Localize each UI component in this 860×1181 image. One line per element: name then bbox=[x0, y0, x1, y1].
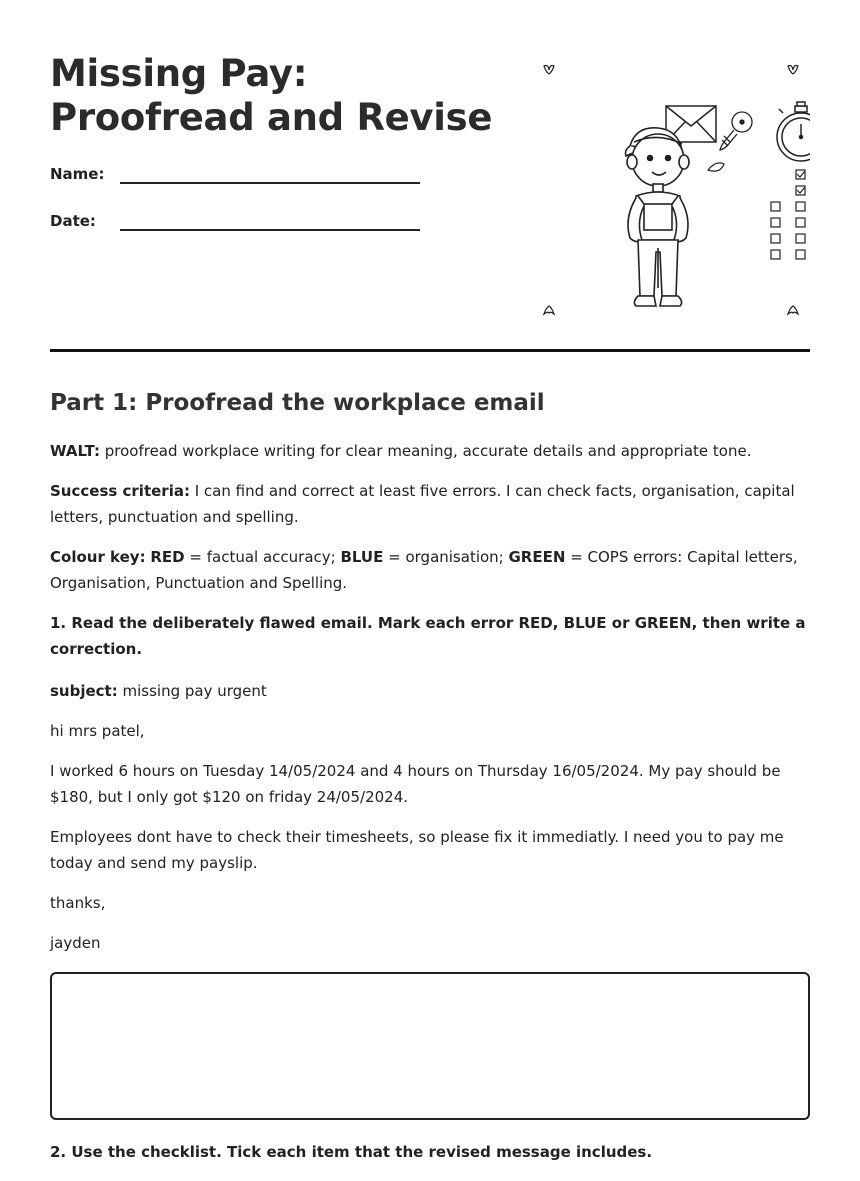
email-paragraph-1: I worked 6 hours on Tuesday 14/05/2024 and 4 hours on Thursday 16/05/2024. My pay should be $180, but I only got $120 on friday 24/05/2024. bbox=[50, 762, 781, 806]
success-criteria-paragraph bbox=[50, 478, 810, 530]
red-label: RED bbox=[150, 548, 185, 566]
blue-text: = organisation; bbox=[383, 548, 509, 566]
pen-icon bbox=[720, 112, 752, 150]
leaf-icon bbox=[708, 163, 724, 171]
success-criteria-text: I can find and correct at least five errors. I can check facts, organisation, capital letters, punctuation and spelling. bbox=[50, 482, 795, 526]
red-text: = factual accuracy; bbox=[184, 548, 341, 566]
email-paragraph-2: Employees dont have to check their timesheets, so please fix it immediatly. I need you to pay me today and send my payslip. bbox=[50, 828, 784, 872]
instruction-1: 1. Read the deliberately flawed email. Mark each error RED, BLUE or GREEN, then write a correction. bbox=[50, 614, 806, 658]
part1-section bbox=[50, 387, 810, 1181]
email-subject-text: missing pay urgent bbox=[117, 682, 267, 700]
header-divider bbox=[50, 349, 810, 352]
name-field[interactable] bbox=[50, 165, 420, 195]
colour-key-paragraph bbox=[50, 544, 810, 596]
walt-paragraph bbox=[50, 438, 810, 464]
email-subject-label: subject: bbox=[50, 682, 118, 700]
correction-answer-box[interactable] bbox=[50, 972, 810, 1120]
worker-boy bbox=[626, 128, 690, 306]
instruction-2: 2. Use the checklist. Tick each item that the revised message includes. bbox=[50, 1143, 653, 1161]
email-signature: jayden bbox=[50, 934, 101, 952]
date-label: Date: bbox=[50, 212, 96, 230]
email-subject bbox=[50, 678, 810, 704]
date-line[interactable] bbox=[120, 229, 420, 231]
colour-key-label: Colour key: bbox=[50, 548, 146, 566]
walt-text: proofread workplace writing for clear meaning, accurate details and appropriate tone. bbox=[99, 442, 752, 460]
walt-label: WALT: bbox=[50, 442, 100, 460]
green-text: = COPS errors: Capital letters, Organisation, Punctuation and Spelling. bbox=[50, 548, 798, 592]
part1-heading: Part 1: Proofread the workplace email bbox=[50, 390, 545, 416]
name-label: Name: bbox=[50, 165, 105, 183]
email-signoff: thanks, bbox=[50, 894, 106, 912]
worksheet-header bbox=[50, 52, 810, 322]
stopwatch-icon bbox=[777, 102, 810, 161]
worksheet-title: Missing Pay: Proofread and Revise bbox=[50, 52, 493, 139]
success-criteria-label: Success criteria: bbox=[50, 482, 190, 500]
blue-label: BLUE bbox=[340, 548, 384, 566]
name-line[interactable] bbox=[120, 182, 420, 184]
checklist-icon bbox=[771, 170, 805, 259]
worker-illustration bbox=[538, 58, 810, 320]
email-greeting: hi mrs patel, bbox=[50, 722, 145, 740]
green-label: GREEN bbox=[508, 548, 566, 566]
date-field[interactable] bbox=[50, 212, 420, 242]
